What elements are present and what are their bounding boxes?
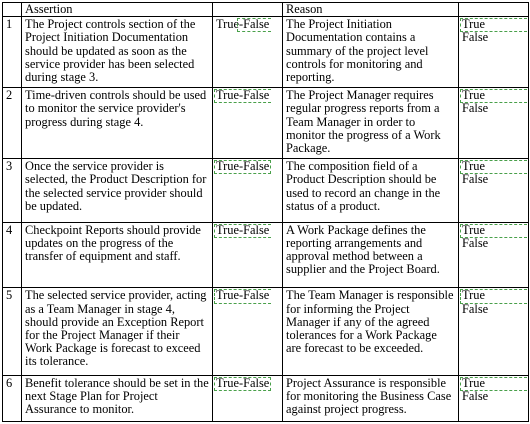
row-number: 5 (3, 288, 22, 376)
assertion-text: Checkpoint Reports should provide updates on the progress of the transfer of equipment and staff. (22, 222, 213, 288)
true-option[interactable]: True (216, 159, 239, 174)
true-option[interactable]: True (462, 88, 485, 103)
true-option[interactable]: True (462, 376, 485, 391)
true-option[interactable]: True (216, 17, 239, 32)
assertion-true-false[interactable] (213, 17, 283, 88)
answer-mark (462, 224, 525, 237)
false-option[interactable]: False (243, 288, 270, 303)
answer-mark (216, 377, 269, 390)
reason-true-false[interactable] (459, 159, 529, 223)
answer-mark (216, 224, 269, 237)
table-row (3, 288, 529, 376)
row-number: 6 (3, 376, 22, 422)
false-option[interactable]: False (462, 235, 489, 250)
row-number: 2 (3, 88, 22, 159)
false-option[interactable]: False (462, 101, 489, 116)
false-option[interactable]: False (243, 376, 270, 391)
reason-text: The Project Initiation Documentation contains a summary of the project level controls for monitoring and reporting. (283, 17, 459, 88)
false-option[interactable]: False (462, 389, 489, 404)
reason-text: The Team Manager is responsible for informing the Project Manager if any of the agreed tolerances for a Work Package are forecast to be exceeded. (283, 288, 459, 376)
reason-text: The Project Manager requires regular progress reports from a Team Manager in order to monitor the progress of a Work Package. (283, 88, 459, 159)
true-option[interactable]: True (462, 159, 485, 174)
false-option[interactable]: False (462, 30, 489, 45)
row-number: 4 (3, 222, 22, 288)
answer-mark (462, 18, 525, 31)
assertion-reason-table (2, 2, 529, 422)
header-reason: Reason (283, 3, 459, 17)
answer-mark (462, 377, 525, 390)
true-option[interactable]: True (216, 88, 239, 103)
reason-true-false[interactable] (459, 17, 529, 88)
row-number: 1 (3, 17, 22, 88)
table-row (3, 17, 529, 88)
header-number (3, 3, 22, 17)
option-separator: - (238, 159, 244, 174)
false-option[interactable]: False (243, 17, 270, 32)
table-row (3, 222, 529, 288)
answer-mark (216, 160, 269, 173)
header-assertion-truth (213, 3, 283, 17)
false-option[interactable]: False (243, 88, 270, 103)
reason-true-false[interactable] (459, 288, 529, 376)
reason-text: The composition field of a Product Description should be used to record an change in the status of a product. (283, 159, 459, 223)
assertion-text: The selected service provider, acting as a Team Manager in stage 4, should provide an Exception Report for the Project Manager if their Work Package is forecast to exceed its tolerance. (22, 288, 213, 376)
header-reason-truth (459, 3, 529, 17)
assertion-true-false[interactable] (213, 288, 283, 376)
assertion-text: Once the service provider is selected, the Product Description for the selected service provider should be updated. (22, 159, 213, 223)
true-option[interactable]: True (462, 288, 485, 303)
true-option[interactable]: True (462, 222, 485, 237)
assertion-text: Time-driven controls should be used to monitor the service provider's progress during stage 4. (22, 88, 213, 159)
reason-text: A Work Package defines the reporting arrangements and approval method between a supplier and the Project Board. (283, 222, 459, 288)
false-option[interactable]: False (243, 222, 270, 237)
true-option[interactable]: True (216, 288, 239, 303)
row-number: 3 (3, 159, 22, 223)
option-separator: - (238, 376, 244, 391)
assertion-true-false[interactable] (213, 376, 283, 422)
option-separator: - (238, 288, 244, 303)
false-option[interactable]: False (462, 301, 489, 316)
true-option[interactable]: True (216, 376, 239, 391)
reason-true-false[interactable] (459, 88, 529, 159)
header-assertion: Assertion (22, 3, 213, 17)
answer-mark (462, 289, 525, 302)
reason-true-false[interactable] (459, 376, 529, 422)
false-option[interactable]: False (462, 172, 489, 187)
answer-mark (462, 89, 525, 102)
assertion-true-false[interactable] (213, 222, 283, 288)
answer-mark (239, 18, 269, 31)
option-separator: - (238, 17, 244, 32)
true-option[interactable]: True (462, 17, 485, 32)
assertion-true-false[interactable] (213, 159, 283, 223)
assertion-text: The Project controls section of the Project Initiation Documentation should be updated as soon as the service provider has been selected during stage 3. (22, 17, 213, 88)
header-row (3, 3, 529, 17)
table-row (3, 159, 529, 223)
option-separator: - (238, 222, 244, 237)
false-option[interactable]: False (243, 159, 270, 174)
assertion-text: Benefit tolerance should be set in the next Stage Plan for Project Assurance to monitor. (22, 376, 213, 422)
assertion-true-false[interactable] (213, 88, 283, 159)
answer-mark (462, 160, 525, 173)
reason-text: Project Assurance is responsible for monitoring the Business Case against project progress. (283, 376, 459, 422)
true-option[interactable]: True (216, 222, 239, 237)
answer-mark (216, 89, 269, 102)
table-row (3, 376, 529, 422)
reason-true-false[interactable] (459, 222, 529, 288)
table-row (3, 88, 529, 159)
option-separator: - (238, 88, 244, 103)
answer-mark (216, 289, 269, 302)
